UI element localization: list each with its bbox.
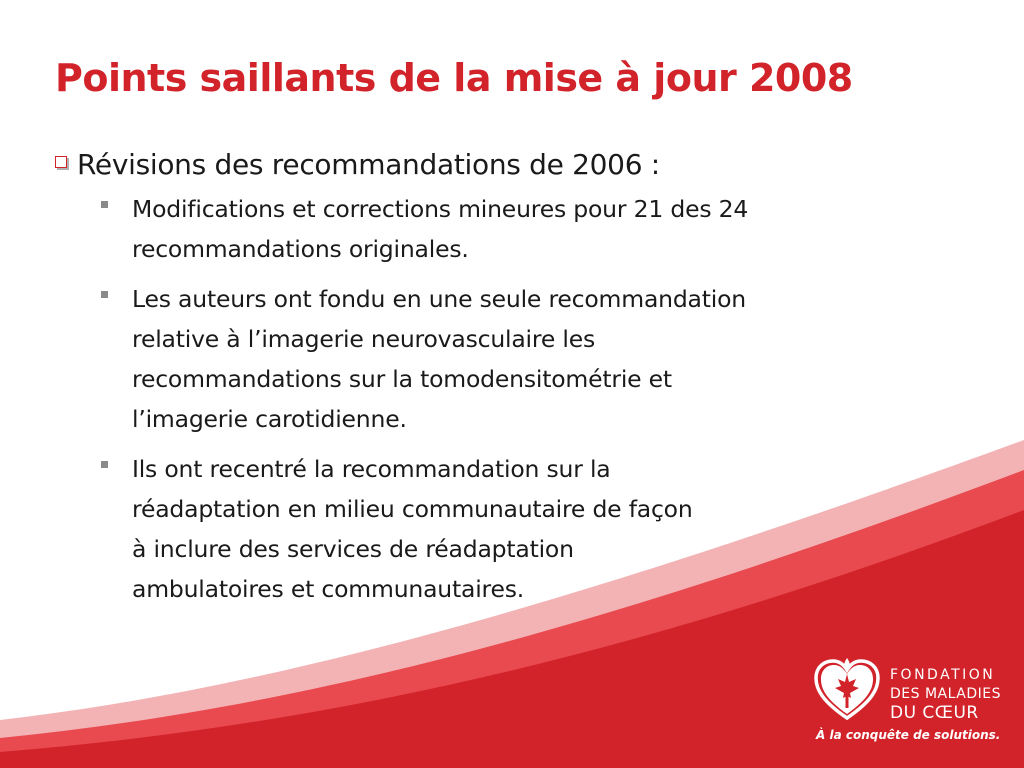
sub-bullet-text (132, 189, 932, 269)
logo-line: DU CŒUR (890, 703, 979, 723)
text-line: Modifications et corrections mineures pour 21 des 24 (132, 195, 749, 223)
foundation-logo (812, 656, 1012, 756)
logo-line: DES MALADIES (890, 686, 1001, 702)
checkbox-bullet-icon (55, 156, 67, 168)
main-bullet-text: Révisions des recommandations de 2006 : (77, 148, 660, 181)
sub-bullet-text (132, 449, 932, 609)
sub-bullet-text (132, 279, 932, 439)
main-bullet (55, 148, 955, 181)
square-bullet-icon (101, 461, 108, 468)
sub-bullet-item (101, 449, 955, 609)
square-bullet-icon (101, 291, 108, 298)
slide-title: Points saillants de la mise à jour 2008 (55, 56, 853, 100)
text-line: Les auteurs ont fondu en une seule recommandation (132, 285, 746, 313)
text-line: à inclure des services de réadaptation (132, 535, 574, 563)
text-line: Ils ont recentré la recommandation sur la (132, 455, 611, 483)
text-line: ambulatoires et communautaires. (132, 575, 525, 603)
logo-line: FONDATION (890, 667, 996, 683)
sub-bullet-item (101, 189, 955, 269)
heart-torch-icon (812, 656, 882, 722)
logo-tagline: À la conquête de solutions. (816, 728, 1001, 742)
sub-bullet-list (55, 189, 955, 609)
text-line: relative à l’imagerie neurovasculaire les (132, 325, 595, 353)
square-bullet-icon (101, 201, 108, 208)
text-line: recommandations originales. (132, 235, 469, 263)
text-line: l’imagerie carotidienne. (132, 405, 407, 433)
text-line: réadaptation en milieu communautaire de façon (132, 495, 693, 523)
sub-bullet-item (101, 279, 955, 439)
logo-wordmark (890, 666, 1001, 723)
text-line: recommandations sur la tomodensitométrie et (132, 365, 672, 393)
slide-content (55, 148, 955, 619)
